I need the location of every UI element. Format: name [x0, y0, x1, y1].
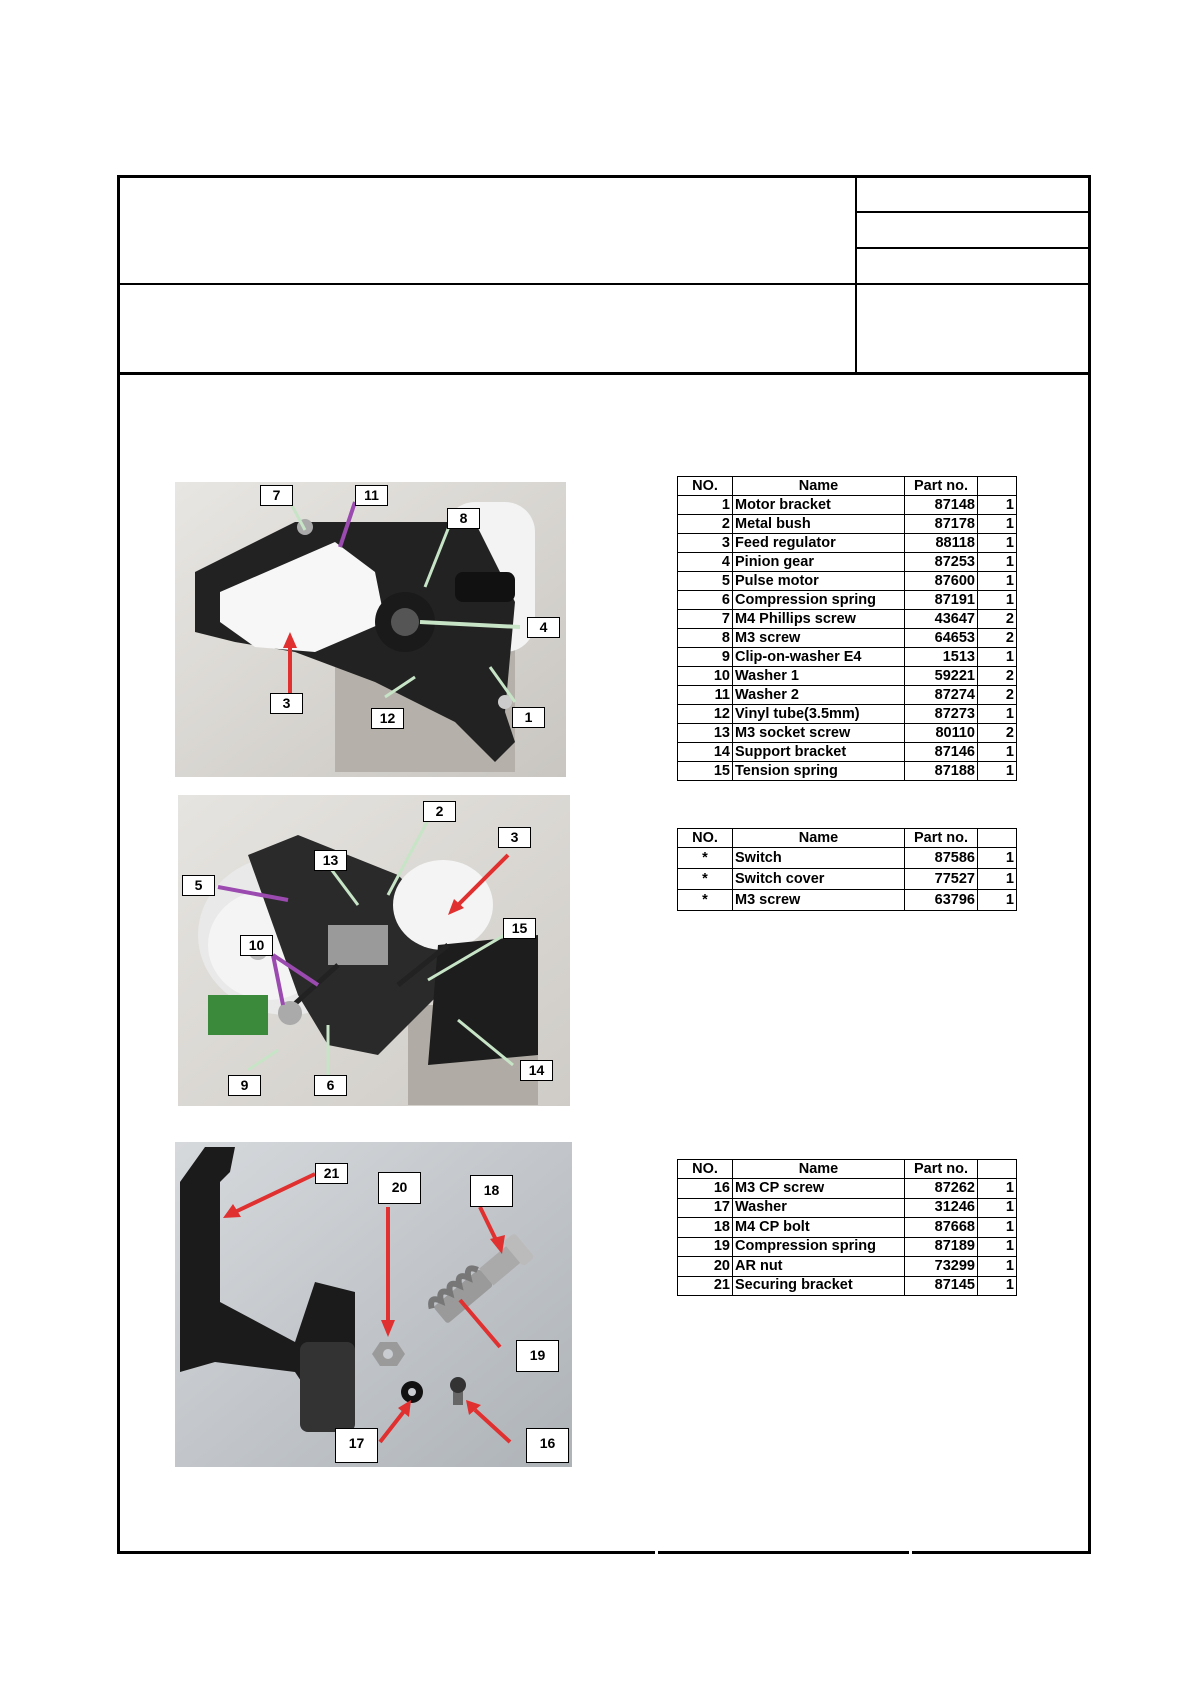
part-name: Switch cover	[733, 869, 905, 890]
part-code: 87253	[905, 553, 978, 572]
callout-4: 4	[527, 617, 560, 638]
callout-8: 8	[447, 508, 480, 529]
callout-11: 11	[355, 485, 388, 506]
part-quantity: 1	[978, 591, 1017, 610]
col-no-header: NO.	[678, 1160, 733, 1179]
table-row	[678, 572, 1017, 591]
part-number-index: 14	[678, 743, 733, 762]
col-name-header: Name	[733, 829, 905, 848]
part-code: 31246	[905, 1198, 978, 1218]
table-row	[678, 705, 1017, 724]
table-row	[678, 629, 1017, 648]
part-name: Tension spring	[733, 762, 905, 781]
part-name: Washer 1	[733, 667, 905, 686]
part-number-index: 9	[678, 648, 733, 667]
table-row	[678, 890, 1017, 911]
table-row	[678, 610, 1017, 629]
part-quantity: 1	[978, 743, 1017, 762]
part-code: 64653	[905, 629, 978, 648]
part-name: Switch	[733, 848, 905, 869]
part-code: 87600	[905, 572, 978, 591]
table-header-row	[678, 829, 1017, 848]
part-code: 87148	[905, 496, 978, 515]
callout-3b: 3	[498, 827, 531, 848]
table-header-row	[678, 477, 1017, 496]
parts-table-1	[677, 476, 1017, 781]
part-quantity: 1	[978, 1276, 1017, 1296]
part-name: Clip-on-washer E4	[733, 648, 905, 667]
part-name: Compression spring	[733, 591, 905, 610]
callout-7: 7	[260, 485, 293, 506]
footer-notch-1	[655, 1549, 658, 1555]
part-quantity: 2	[978, 724, 1017, 743]
part-quantity: 2	[978, 610, 1017, 629]
part-quantity: 1	[978, 553, 1017, 572]
part-name: Washer	[733, 1198, 905, 1218]
callout-14: 14	[520, 1060, 553, 1081]
table-1-body	[678, 496, 1017, 781]
table-row	[678, 686, 1017, 705]
part-code: 87146	[905, 743, 978, 762]
header-right-divider	[855, 175, 857, 374]
table-row	[678, 1237, 1017, 1257]
part-quantity: 2	[978, 667, 1017, 686]
table-row	[678, 1257, 1017, 1277]
part-name: Pinion gear	[733, 553, 905, 572]
part-quantity: 1	[978, 890, 1017, 911]
parts-table-3	[677, 1159, 1017, 1296]
part-name: M3 screw	[733, 629, 905, 648]
table-row	[678, 1218, 1017, 1238]
table-header-row	[678, 1160, 1017, 1179]
part-name: Securing bracket	[733, 1276, 905, 1296]
part-number-index: 19	[678, 1237, 733, 1257]
part-name: Motor bracket	[733, 496, 905, 515]
col-qty-header	[978, 829, 1017, 848]
part-quantity: 1	[978, 496, 1017, 515]
part-number-index: 15	[678, 762, 733, 781]
part-number-index: 2	[678, 515, 733, 534]
part-number-index: 6	[678, 591, 733, 610]
part-quantity: 1	[978, 1218, 1017, 1238]
col-no-header: NO.	[678, 477, 733, 496]
part-quantity: 2	[978, 686, 1017, 705]
col-part-header: Part no.	[905, 829, 978, 848]
callout-12: 12	[371, 708, 404, 729]
part-number-index: 20	[678, 1257, 733, 1277]
callout-18: 18	[470, 1175, 513, 1207]
table-row	[678, 553, 1017, 572]
table-row	[678, 1179, 1017, 1199]
part-number-index: 8	[678, 629, 733, 648]
col-part-header: Part no.	[905, 1160, 978, 1179]
table-row	[678, 534, 1017, 553]
table-3-body	[678, 1179, 1017, 1296]
callout-20: 20	[378, 1172, 421, 1204]
part-name: M4 Phillips screw	[733, 610, 905, 629]
table-row	[678, 724, 1017, 743]
part-number-index: 16	[678, 1179, 733, 1199]
callout-5: 5	[182, 875, 215, 896]
col-part-header: Part no.	[905, 477, 978, 496]
part-number-index: 7	[678, 610, 733, 629]
table-row	[678, 762, 1017, 781]
callout-9: 9	[228, 1075, 261, 1096]
part-code: 43647	[905, 610, 978, 629]
callout-2: 2	[423, 801, 456, 822]
callout-6: 6	[314, 1075, 347, 1096]
part-name: M3 socket screw	[733, 724, 905, 743]
part-number-index: *	[678, 890, 733, 911]
table-row	[678, 1276, 1017, 1296]
part-number-index: 18	[678, 1218, 733, 1238]
part-name: M3 CP screw	[733, 1179, 905, 1199]
part-quantity: 1	[978, 534, 1017, 553]
part-number-index: 13	[678, 724, 733, 743]
part-name: Support bracket	[733, 743, 905, 762]
part-number-index: 4	[678, 553, 733, 572]
part-code: 87188	[905, 762, 978, 781]
table-row	[678, 848, 1017, 869]
part-code: 87145	[905, 1276, 978, 1296]
col-name-header: Name	[733, 477, 905, 496]
footer-notch-2	[909, 1549, 912, 1555]
part-name: Metal bush	[733, 515, 905, 534]
part-code: 87262	[905, 1179, 978, 1199]
table-row	[678, 648, 1017, 667]
part-quantity: 1	[978, 1198, 1017, 1218]
header-bottom-divider	[117, 372, 1091, 375]
table-row	[678, 1198, 1017, 1218]
table-row	[678, 496, 1017, 515]
col-no-header: NO.	[678, 829, 733, 848]
callout-17: 17	[335, 1428, 378, 1463]
callout-3: 3	[270, 693, 303, 714]
callout-10: 10	[240, 935, 273, 956]
callout-15: 15	[503, 918, 536, 939]
part-code: 87274	[905, 686, 978, 705]
parts-table-2	[677, 828, 1017, 911]
table-row	[678, 591, 1017, 610]
part-number-index: 10	[678, 667, 733, 686]
part-code: 59221	[905, 667, 978, 686]
table-2-body	[678, 848, 1017, 911]
part-code: 87586	[905, 848, 978, 869]
table-row	[678, 743, 1017, 762]
callout-21: 21	[315, 1163, 348, 1184]
part-quantity: 1	[978, 848, 1017, 869]
part-quantity: 1	[978, 648, 1017, 667]
header-right-row-2	[855, 247, 1091, 249]
part-quantity: 2	[978, 629, 1017, 648]
part-code: 63796	[905, 890, 978, 911]
part-number-index: 21	[678, 1276, 733, 1296]
part-number-index: 1	[678, 496, 733, 515]
part-number-index: 5	[678, 572, 733, 591]
part-number-index: 3	[678, 534, 733, 553]
part-quantity: 1	[978, 762, 1017, 781]
part-number-index: 11	[678, 686, 733, 705]
col-name-header: Name	[733, 1160, 905, 1179]
part-code: 80110	[905, 724, 978, 743]
table-row	[678, 869, 1017, 890]
part-quantity: 1	[978, 1179, 1017, 1199]
part-quantity: 1	[978, 705, 1017, 724]
part-name: Compression spring	[733, 1237, 905, 1257]
part-name: M3 screw	[733, 890, 905, 911]
part-code: 87189	[905, 1237, 978, 1257]
part-name: Feed regulator	[733, 534, 905, 553]
part-quantity: 1	[978, 515, 1017, 534]
header-right-row-1	[855, 211, 1091, 213]
callout-19: 19	[516, 1340, 559, 1372]
col-qty-header	[978, 477, 1017, 496]
part-code: 87191	[905, 591, 978, 610]
part-name: AR nut	[733, 1257, 905, 1277]
part-code: 1513	[905, 648, 978, 667]
part-name: Washer 2	[733, 686, 905, 705]
part-number-index: *	[678, 869, 733, 890]
part-quantity: 1	[978, 869, 1017, 890]
part-number-index: 17	[678, 1198, 733, 1218]
table-row	[678, 667, 1017, 686]
part-quantity: 1	[978, 1237, 1017, 1257]
part-code: 88118	[905, 534, 978, 553]
part-code: 73299	[905, 1257, 978, 1277]
header-divider	[117, 283, 1091, 285]
part-number-index: 12	[678, 705, 733, 724]
part-name: Pulse motor	[733, 572, 905, 591]
part-quantity: 1	[978, 572, 1017, 591]
col-qty-header	[978, 1160, 1017, 1179]
photo-motor-assembly-front	[175, 482, 566, 777]
callout-1: 1	[512, 707, 545, 728]
part-name: Vinyl tube(3.5mm)	[733, 705, 905, 724]
part-code: 87273	[905, 705, 978, 724]
part-code: 87178	[905, 515, 978, 534]
part-code: 87668	[905, 1218, 978, 1238]
callout-13: 13	[314, 850, 347, 871]
part-quantity: 1	[978, 1257, 1017, 1277]
motor-assembly-front-illustration	[175, 482, 566, 777]
part-name: M4 CP bolt	[733, 1218, 905, 1238]
part-number-index: *	[678, 848, 733, 869]
part-code: 77527	[905, 869, 978, 890]
table-row	[678, 515, 1017, 534]
callout-16: 16	[526, 1428, 569, 1463]
